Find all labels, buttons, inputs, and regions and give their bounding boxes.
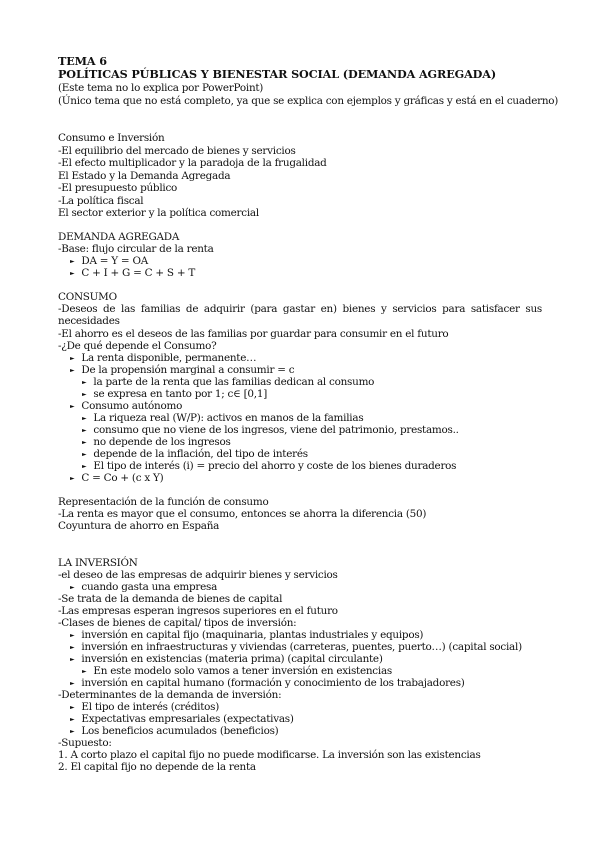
text-line: Representación de la función de consumo <box>58 496 269 508</box>
triangle-bullet-icon: ► <box>70 270 75 277</box>
text-line: 2. El capital fijo no depende de la renta <box>58 761 256 773</box>
triangle-bullet-icon: ► <box>70 355 75 362</box>
triangle-bullet-icon: ► <box>70 403 75 410</box>
text-line: -Las empresas esperan ingresos superiores en el futuro <box>58 605 338 617</box>
list-item: ► C + I + G = C + S + T <box>70 267 196 279</box>
section-heading-demanda: DEMANDA AGREGADA <box>58 231 180 243</box>
list-item: ► La riqueza real (W/P): activos en manos de la familias <box>82 412 364 424</box>
text-line: -Se trata de la demanda de bienes de capital <box>58 593 283 605</box>
triangle-bullet-icon: ► <box>70 584 75 591</box>
index-line: El sector exterior y la política comercial <box>58 207 259 219</box>
triangle-bullet-icon: ► <box>82 451 87 458</box>
triangle-bullet-icon: ► <box>82 668 87 675</box>
text-line: -La renta es mayor que el consumo, entonces se ahorra la diferencia (50) <box>58 508 427 520</box>
list-item: ► se expresa en tanto por 1; c∈ [0,1] <box>82 388 267 400</box>
triangle-bullet-icon: ► <box>70 716 75 723</box>
text-line: -el deseo de las empresas de adquirir bienes y servicios <box>58 569 338 581</box>
triangle-bullet-icon: ► <box>82 391 87 398</box>
triangle-bullet-icon: ► <box>70 367 75 374</box>
note-powerpoint: (Este tema no lo explica por PowerPoint) <box>58 82 264 94</box>
doc-title: TEMA 6 <box>58 54 107 68</box>
triangle-bullet-icon: ► <box>82 463 87 470</box>
triangle-bullet-icon: ► <box>70 656 75 663</box>
list-item: ► la parte de la renta que las familias dedican al consumo <box>82 376 375 388</box>
list-item: ► inversión en infraestructuras y viviendas (carreteras, puentes, puerto…) (capital social) <box>70 641 522 653</box>
text-line: -Supuesto: <box>58 737 112 749</box>
triangle-bullet-icon: ► <box>70 680 75 687</box>
list-item: ► C = Co + (c x Y) <box>70 472 164 484</box>
list-item: ► inversión en capital fijo (maquinaria, plantas industriales y equipos) <box>70 629 424 641</box>
paragraph: -Deseos de las familias de adquirir (para gastar en) bienes y servicios para satisfacer sus necesidades <box>58 303 542 327</box>
text-line: -Determinantes de la demanda de inversión: <box>58 689 282 701</box>
note-incomplete: (Único tema que no está completo, ya que se explica con ejemplos y gráficas y está en el cuaderno) <box>58 95 559 107</box>
doc-subtitle: POLÍTICAS PÚBLICAS Y BIENESTAR SOCIAL (DEMANDA AGREGADA) <box>58 67 497 81</box>
index-line: -El presupuesto público <box>58 182 178 194</box>
triangle-bullet-icon: ► <box>82 427 87 434</box>
text-line: 1. A corto plazo el capital fijo no puede modificarse. La inversión son las existencias <box>58 749 481 761</box>
index-line: -El efecto multiplicador y la paradoja de la frugalidad <box>58 157 327 169</box>
triangle-bullet-icon: ► <box>82 415 87 422</box>
index-line: -La política fiscal <box>58 195 144 207</box>
triangle-bullet-icon: ► <box>70 644 75 651</box>
list-item: ► consumo que no viene de los ingresos, viene del patrimonio, prestamos.. <box>82 424 459 436</box>
list-item: ► DA = Y = OA <box>70 255 148 267</box>
list-item: ► El tipo de interés (créditos) <box>70 701 220 713</box>
list-item: ► inversión en existencias (materia prima) (capital circulante) <box>70 653 383 665</box>
index-line: El Estado y la Demanda Agregada <box>58 170 231 182</box>
text-line: -¿De qué depende el Consumo? <box>58 340 217 352</box>
list-item: ► inversión en capital humano (formación y conocimiento de los trabajadores) <box>70 677 465 689</box>
list-item: ► depende de la inflación, del tipo de interés <box>82 448 308 460</box>
triangle-bullet-icon: ► <box>82 439 87 446</box>
section-heading-consumo: CONSUMO <box>58 291 117 303</box>
index-line: Consumo e Inversión <box>58 132 165 144</box>
list-item: ► cuando gasta una empresa <box>70 581 218 593</box>
triangle-bullet-icon: ► <box>82 379 87 386</box>
list-item: ► La renta disponible, permanente… <box>70 352 257 364</box>
section-heading-inversion: LA INVERSIÓN <box>58 557 138 569</box>
triangle-bullet-icon: ► <box>70 632 75 639</box>
list-item: ► Expectativas empresariales (expectativas) <box>70 713 294 725</box>
triangle-bullet-icon: ► <box>70 704 75 711</box>
triangle-bullet-icon: ► <box>70 258 75 265</box>
triangle-bullet-icon: ► <box>70 728 75 735</box>
text-line: -Base: flujo circular de la renta <box>58 243 214 255</box>
list-item: ► En este modelo solo vamos a tener inversión en existencias <box>82 665 392 677</box>
text-line: -Clases de bienes de capital/ tipos de inversión: <box>58 617 297 629</box>
index-line: -El equilibrio del mercado de bienes y servicios <box>58 145 296 157</box>
list-item: ► Los beneficios acumulados (beneficios) <box>70 725 279 737</box>
text-line: -El ahorro es el deseos de las familias por guardar para consumir en el futuro <box>58 328 449 340</box>
list-item: ► El tipo de interés (i) = precio del ahorro y coste de los bienes duraderos <box>82 460 457 472</box>
text-line: Coyuntura de ahorro en España <box>58 520 220 532</box>
list-item: ► De la propensión marginal a consumir = c <box>70 364 295 376</box>
triangle-bullet-icon: ► <box>70 475 75 482</box>
list-item: ► Consumo autónomo <box>70 400 183 412</box>
list-item: ► no depende de los ingresos <box>82 436 231 448</box>
